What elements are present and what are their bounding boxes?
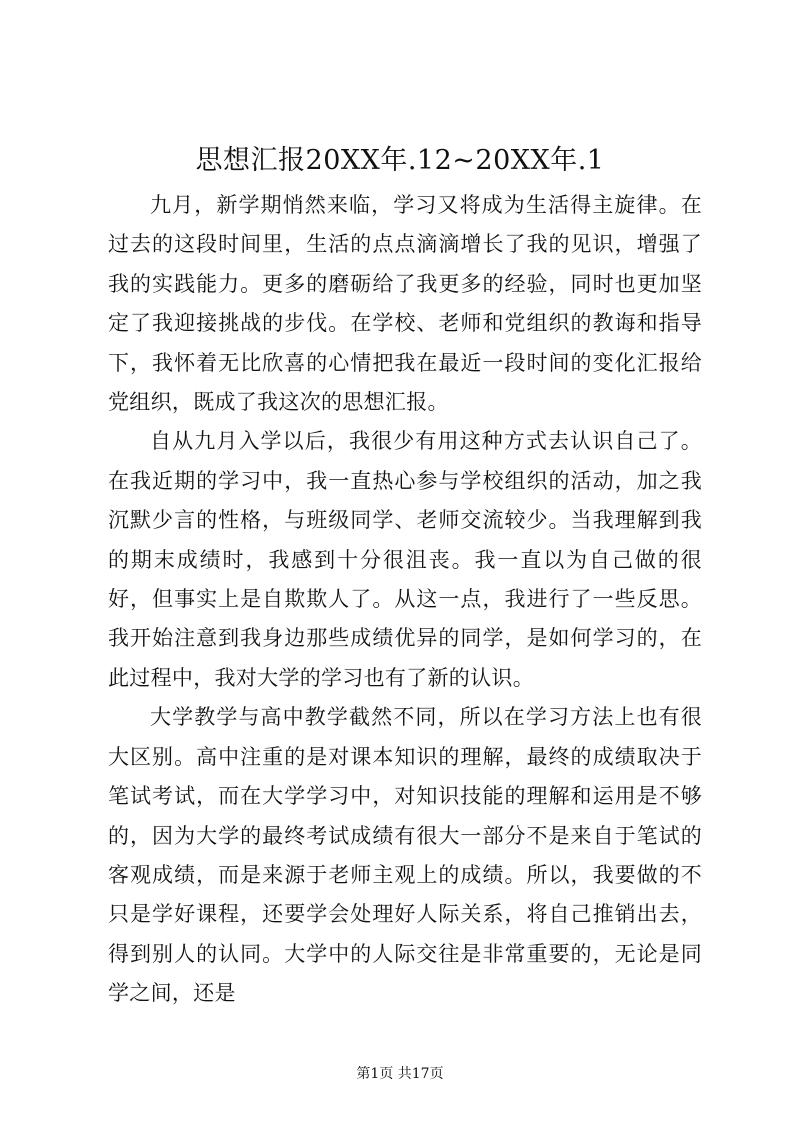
paragraph-2: 自从九月入学以后，我很少有用这种方式去认识自己了。在我近期的学习中，我一直热心参与学校组织的活动，加之我沉默少言的性格，与班级同学、老师交流较少。当我理解到我的期末成绩时，我感到十分很沮丧。我一直以为自己做的很好，但事实上是自欺欺人了。从这一点，我进行了一些反思。我开始注意到我身边那些成绩优异的同学，是如何学习的，在此过程中，我对大学的学习也有了新的认识。 — [108, 429, 702, 690]
paragraph-1: 九月，新学期悄然来临，学习又将成为生活得主旋律。在过去的这段时间里，生活的点点滴滴增长了我的见识，增强了我的实践能力。更多的磨砺给了我更多的经验，同时也更加坚定了我迎接挑战的步伐。在学校、老师和党组织的教诲和指导下，我怀着无比欣喜的心情把我在最近一段时间的变化汇报给党组织，既成了我这次的思想汇报。 — [108, 193, 702, 415]
document-title: 思想汇报20XX年.12~20XX年.1 — [195, 145, 605, 176]
document-body — [108, 186, 702, 1014]
page-number: 第1页 共17页 — [356, 1066, 444, 1082]
paragraph-3: 大学教学与高中教学截然不同，所以在学习方法上也有很大区别。高中注重的是对课本知识的理解，最终的成绩取决于笔试考试，而在大学学习中，对知识技能的理解和运用是不够的，因为大学的最终考试成绩有很大一部分不是来自于笔试的客观成绩，而是来源于老师主观上的成绩。所以，我要做的不只是学好课程，还要学会处理好人际关系，将自己推销出去，得到别人的认同。大学中的人际交往是非常重要的，无论是同学之间，还是 — [108, 705, 702, 1006]
page-footer — [0, 1064, 800, 1084]
